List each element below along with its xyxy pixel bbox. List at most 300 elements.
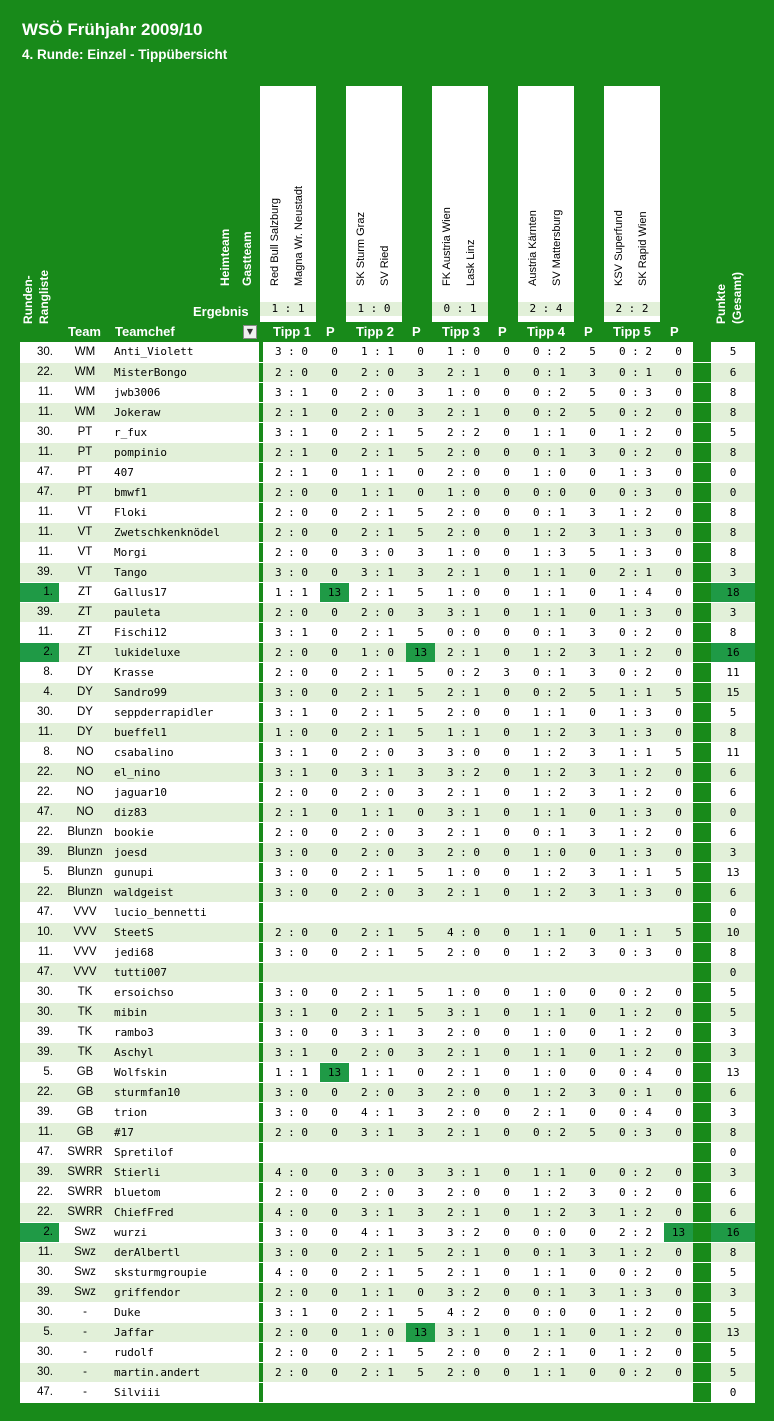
table-row [20,562,755,582]
points4-cell: 3 [578,1202,607,1222]
points4-cell: 5 [578,542,607,562]
tipp2-cell: 2 : 0 [349,362,406,382]
tipp5-cell: 0 : 1 [607,362,664,382]
tipp5-cell: 0 : 2 [607,442,664,462]
tipp4-cell: 0 : 2 [521,382,578,402]
points4-cell: 0 [578,582,607,602]
home-team: Austria Kärnten [527,210,539,286]
points1-cell: 0 [320,502,349,522]
teamchef-cell: martin.andert [111,1362,259,1382]
points5-cell: 0 [664,1122,693,1142]
team-cell: SWRR [59,1162,111,1182]
tipp2-cell: 2 : 0 [349,782,406,802]
tipp4-cell: 1 : 1 [521,1262,578,1282]
tipp2-cell: 3 : 0 [349,542,406,562]
points-total-cell: 8 [711,1122,755,1142]
points4-cell [578,1382,607,1402]
points-total-cell: 5 [711,982,755,1002]
points2-cell: 5 [406,1302,435,1322]
teamchef-cell: jaguar10 [111,782,259,802]
points5-cell: 0 [664,822,693,842]
points-total-cell: 11 [711,662,755,682]
points4-cell: 5 [578,342,607,362]
home-team: SK Sturm Graz [355,212,367,286]
tipp4-cell: 1 : 1 [521,1002,578,1022]
tipp4-cell: 1 : 2 [521,782,578,802]
points2-cell: 5 [406,422,435,442]
tipp2-cell [349,962,406,982]
teamchef-cell: griffendor [111,1282,259,1302]
rank-cell: 30. [20,1262,59,1282]
tipp3-cell: 2 : 0 [435,502,492,522]
points3-cell: 0 [492,1062,521,1082]
tipp4-cell: 0 : 1 [521,822,578,842]
rank-cell: 47. [20,902,59,922]
tipp2-cell [349,1382,406,1402]
points3-cell: 0 [492,782,521,802]
tipp2-cell: 2 : 1 [349,942,406,962]
tipp2-cell: 2 : 0 [349,842,406,862]
tipp1-cell: 2 : 1 [263,802,320,822]
tipp1-cell: 2 : 0 [263,642,320,662]
teamchef-cell: trion [111,1102,259,1122]
points5-cell: 0 [664,642,693,662]
rank-cell: 30. [20,422,59,442]
points4-cell: 3 [578,1242,607,1262]
tipp3-cell: 2 : 1 [435,562,492,582]
team-cell: WM [59,342,111,362]
rank-cell: 39. [20,602,59,622]
tipp4-cell: 1 : 2 [521,882,578,902]
tipp5-cell: 1 : 1 [607,682,664,702]
teamchef-cell: pauleta [111,602,259,622]
points5-cell: 0 [664,1182,693,1202]
teamchef-cell: bueffel1 [111,722,259,742]
points-total-cell: 0 [711,902,755,922]
points1-cell: 0 [320,1202,349,1222]
points-total-cell: 5 [711,702,755,722]
points3-cell: 0 [492,1042,521,1062]
points1-cell: 0 [320,1082,349,1102]
tipp2-cell: 1 : 0 [349,642,406,662]
tipp4-cell: 0 : 2 [521,402,578,422]
points2-cell: 3 [406,1022,435,1042]
tipp2-cell: 2 : 1 [349,502,406,522]
points4-cell: 3 [578,782,607,802]
points5-cell: 5 [664,862,693,882]
points4-cell: 0 [578,1222,607,1242]
rank-cell: 11. [20,402,59,422]
points5-cell: 0 [664,1002,693,1022]
tipp1-cell: 4 : 0 [263,1262,320,1282]
points5-cell: 0 [664,982,693,1002]
tipp5-cell: 1 : 2 [607,642,664,662]
points5-cell: 0 [664,1162,693,1182]
tipp3-cell: 2 : 1 [435,1122,492,1142]
teamchef-cell: bookie [111,822,259,842]
points-total-cell: 8 [711,402,755,422]
tipp2-cell: 2 : 0 [349,742,406,762]
tipp1-header: Tipp 1 [273,324,312,339]
rank-cell: 11. [20,522,59,542]
tipp4-cell: 1 : 1 [521,1362,578,1382]
table-row [20,762,755,782]
tipp3-cell: 4 : 2 [435,1302,492,1322]
page-title: WSÖ Frühjahr 2009/10 [22,20,203,39]
tipp3-cell: 1 : 0 [435,482,492,502]
points1-cell: 0 [320,742,349,762]
dropdown-filter-icon[interactable]: ▼ [243,325,257,339]
points1-cell: 0 [320,642,349,662]
tipp2-cell: 1 : 1 [349,482,406,502]
table-row [20,422,755,442]
match-result: 1 : 1 [260,302,316,316]
teamchef-cell: gunupi [111,862,259,882]
table-row [20,662,755,682]
p1-header: P [326,324,335,339]
points4-cell: 0 [578,1322,607,1342]
points2-cell: 5 [406,662,435,682]
tipp4-cell [521,1382,578,1402]
tipp1-cell: 2 : 1 [263,402,320,422]
tipp4-cell: 0 : 1 [521,622,578,642]
points5-cell: 0 [664,802,693,822]
tipp3-cell [435,902,492,922]
tipp5-cell: 1 : 3 [607,882,664,902]
match-result: 0 : 1 [432,302,488,316]
p2-header: P [412,324,421,339]
points3-cell [492,1382,521,1402]
table-row [20,1282,755,1302]
tipp2-cell: 2 : 0 [349,1182,406,1202]
rank-cell: 39. [20,1022,59,1042]
tipp5-cell: 1 : 2 [607,1342,664,1362]
teamchef-cell: SteetS [111,922,259,942]
tipp3-cell: 3 : 2 [435,1282,492,1302]
tipp3-cell: 2 : 1 [435,1062,492,1082]
points4-cell: 3 [578,522,607,542]
tipp4-cell: 0 : 1 [521,662,578,682]
teamchef-cell: seppderrapidler [111,702,259,722]
points1-cell: 0 [320,482,349,502]
tipp5-cell: 1 : 3 [607,462,664,482]
tipp5-cell: 1 : 3 [607,542,664,562]
points2-cell: 3 [406,842,435,862]
tipp2-cell: 1 : 1 [349,1282,406,1302]
table-row [20,582,755,602]
tipp4-cell: 1 : 1 [521,582,578,602]
tipp2-cell: 2 : 1 [349,442,406,462]
tipp4-cell: 1 : 1 [521,802,578,822]
team-cell: ZT [59,622,111,642]
tipp1-cell: 3 : 1 [263,762,320,782]
teamchef-cell: sksturmgroupie [111,1262,259,1282]
points2-cell: 3 [406,1222,435,1242]
tipp5-cell: 1 : 2 [607,1242,664,1262]
tipp4-cell: 1 : 1 [521,1042,578,1062]
away-team: Lask Linz [465,239,477,286]
points5-cell [664,1382,693,1402]
points5-cell: 0 [664,542,693,562]
points1-cell: 0 [320,1102,349,1122]
tipp1-cell: 2 : 0 [263,1282,320,1302]
points4-cell: 0 [578,702,607,722]
rank-cell: 11. [20,382,59,402]
points3-cell: 0 [492,402,521,422]
tipp2-cell: 2 : 1 [349,1342,406,1362]
points2-cell: 3 [406,1162,435,1182]
match-header [260,86,316,322]
away-team: SK Rapid Wien [637,211,649,286]
tipp3-cell: 2 : 1 [435,1242,492,1262]
points-total-cell: 13 [711,862,755,882]
tipp4-cell: 1 : 3 [521,542,578,562]
tipp1-cell: 2 : 0 [263,1362,320,1382]
points5-cell: 0 [664,762,693,782]
points3-cell: 0 [492,1362,521,1382]
points3-cell: 0 [492,642,521,662]
points3-cell [492,962,521,982]
points1-cell [320,1142,349,1162]
punkte-label: Punkte [714,283,728,324]
team-cell: SWRR [59,1142,111,1162]
points3-cell: 0 [492,502,521,522]
tipp5-cell: 0 : 3 [607,1122,664,1142]
teamchef-cell: sturmfan10 [111,1082,259,1102]
tipp4-cell [521,902,578,922]
tipp5-cell: 1 : 4 [607,582,664,602]
rank-cell: 11. [20,442,59,462]
points-total-cell: 16 [711,642,755,662]
teamchef-cell: ersoichso [111,982,259,1002]
points1-cell: 0 [320,942,349,962]
tipp1-cell: 4 : 0 [263,1162,320,1182]
team-cell: - [59,1362,111,1382]
match-header [346,86,402,322]
team-cell: ZT [59,642,111,662]
tipp2-cell: 2 : 1 [349,1242,406,1262]
teamchef-cell: Jokeraw [111,402,259,422]
points3-cell: 0 [492,1182,521,1202]
match-result: 2 : 4 [518,302,574,316]
tipp2-cell: 1 : 1 [349,1062,406,1082]
tipp5-cell: 2 : 1 [607,562,664,582]
points4-cell: 0 [578,462,607,482]
tipp3-cell: 4 : 0 [435,922,492,942]
team-cell: SWRR [59,1182,111,1202]
tipp4-cell: 0 : 0 [521,1222,578,1242]
points1-cell: 0 [320,462,349,482]
tipp4-cell: 1 : 2 [521,1082,578,1102]
table-row [20,1182,755,1202]
points5-cell: 5 [664,922,693,942]
team-cell: DY [59,702,111,722]
points3-cell [492,902,521,922]
points1-cell: 0 [320,842,349,862]
teamchef-cell: Silviii [111,1382,259,1402]
tipp3-cell: 3 : 1 [435,1002,492,1022]
tipp1-cell: 3 : 0 [263,1022,320,1042]
team-cell: GB [59,1082,111,1102]
rank-cell: 39. [20,1102,59,1122]
team-cell: NO [59,782,111,802]
points2-cell: 3 [406,1122,435,1142]
points4-cell: 3 [578,742,607,762]
points1-cell: 0 [320,1302,349,1322]
rank-cell: 22. [20,782,59,802]
tipp3-cell: 3 : 1 [435,602,492,622]
points4-cell: 0 [578,1302,607,1322]
points-total-cell: 0 [711,802,755,822]
team-cell: PT [59,422,111,442]
points1-cell: 0 [320,622,349,642]
points2-cell: 5 [406,582,435,602]
points4-cell: 0 [578,1342,607,1362]
rank-cell: 39. [20,1042,59,1062]
tipp3-header: Tipp 3 [442,324,481,339]
tipp3-cell: 3 : 1 [435,802,492,822]
points-total-cell: 3 [711,1022,755,1042]
points-total-cell: 5 [711,422,755,442]
table-row [20,1062,755,1082]
teamchef-cell: wurzi [111,1222,259,1242]
points4-cell: 5 [578,1122,607,1142]
points5-cell: 0 [664,1042,693,1062]
tipp3-cell: 1 : 0 [435,862,492,882]
tipp5-cell: 0 : 2 [607,622,664,642]
team-cell: Blunzn [59,862,111,882]
points4-cell: 3 [578,862,607,882]
tipp5-cell: 1 : 2 [607,1322,664,1342]
team-cell: ZT [59,582,111,602]
points-total-cell: 0 [711,462,755,482]
points2-cell: 3 [406,382,435,402]
tipp4-cell: 1 : 2 [521,522,578,542]
team-cell: GB [59,1062,111,1082]
team-cell: TK [59,982,111,1002]
match-result: 1 : 0 [346,302,402,316]
points-total-cell: 18 [711,582,755,602]
points5-cell: 0 [664,422,693,442]
match-header [604,86,660,322]
points4-cell: 5 [578,382,607,402]
table-row [20,542,755,562]
tipp1-cell: 2 : 0 [263,822,320,842]
points-total-cell: 3 [711,1162,755,1182]
rank-cell: 11. [20,1122,59,1142]
tipp5-cell: 0 : 4 [607,1062,664,1082]
points2-cell: 3 [406,1182,435,1202]
points-total-cell: 3 [711,1042,755,1062]
table-row [20,862,755,882]
tipp4-cell: 0 : 1 [521,1242,578,1262]
match-header [518,86,574,322]
tipp3-cell: 1 : 0 [435,982,492,1002]
teamchef-cell: waldgeist [111,882,259,902]
away-team: SV Mattersburg [551,209,563,286]
points-total-cell: 5 [711,1362,755,1382]
points4-cell: 3 [578,1182,607,1202]
points1-cell: 0 [320,1042,349,1062]
points-total-cell: 11 [711,742,755,762]
tipp1-cell: 2 : 0 [263,782,320,802]
tipp2-cell: 2 : 1 [349,722,406,742]
tipp2-cell: 2 : 0 [349,822,406,842]
points1-cell: 0 [320,882,349,902]
teamchef-cell: Fischi12 [111,622,259,642]
points2-cell: 5 [406,1002,435,1022]
points1-cell: 0 [320,602,349,622]
rank-cell: 30. [20,702,59,722]
tipp1-cell: 3 : 1 [263,742,320,762]
points4-cell: 5 [578,402,607,422]
tipp2-cell: 3 : 1 [349,1122,406,1142]
tipp5-cell: 1 : 2 [607,502,664,522]
points-total-cell: 8 [711,382,755,402]
points-total-cell: 6 [711,1202,755,1222]
tipp3-cell: 2 : 1 [435,642,492,662]
tipp2-cell: 3 : 1 [349,1022,406,1042]
tipp5-cell [607,1142,664,1162]
points2-cell: 3 [406,1082,435,1102]
points3-cell: 0 [492,942,521,962]
team-cell: NO [59,762,111,782]
tipp4-header: Tipp 4 [527,324,566,339]
table-row [20,1002,755,1022]
team-cell: VVV [59,922,111,942]
teamchef-cell: Spretilof [111,1142,259,1162]
points3-cell: 0 [492,1002,521,1022]
tipp1-cell: 2 : 0 [263,662,320,682]
points5-cell [664,1142,693,1162]
tipp3-cell [435,962,492,982]
rank-cell: 2. [20,1222,59,1242]
points5-cell: 0 [664,1362,693,1382]
points5-cell [664,902,693,922]
points5-cell: 0 [664,782,693,802]
points5-cell [664,962,693,982]
points-total-cell: 8 [711,622,755,642]
rank-cell: 1. [20,582,59,602]
team-cell: PT [59,482,111,502]
team-cell: NO [59,742,111,762]
table-row [20,822,755,842]
tipp1-cell: 2 : 0 [263,1322,320,1342]
team-cell: GB [59,1102,111,1122]
teamchef-cell: jedi68 [111,942,259,962]
tipp5-cell: 0 : 4 [607,1102,664,1122]
points5-cell: 0 [664,942,693,962]
points3-cell: 0 [492,1022,521,1042]
teamchef-cell: rambo3 [111,1022,259,1042]
points4-cell: 3 [578,942,607,962]
rank-cell: 5. [20,1062,59,1082]
tipp3-cell: 1 : 0 [435,542,492,562]
team-cell: Swz [59,1242,111,1262]
table-row [20,342,755,362]
tipp5-cell: 1 : 2 [607,782,664,802]
rank-cell: 5. [20,862,59,882]
points2-cell: 0 [406,342,435,362]
points2-cell: 5 [406,942,435,962]
points-total-cell: 8 [711,502,755,522]
match-header [432,86,488,322]
tipp1-cell: 3 : 0 [263,682,320,702]
points1-cell: 0 [320,562,349,582]
points1-cell: 0 [320,1342,349,1362]
points-total-cell: 3 [711,1282,755,1302]
tipp5-cell [607,962,664,982]
